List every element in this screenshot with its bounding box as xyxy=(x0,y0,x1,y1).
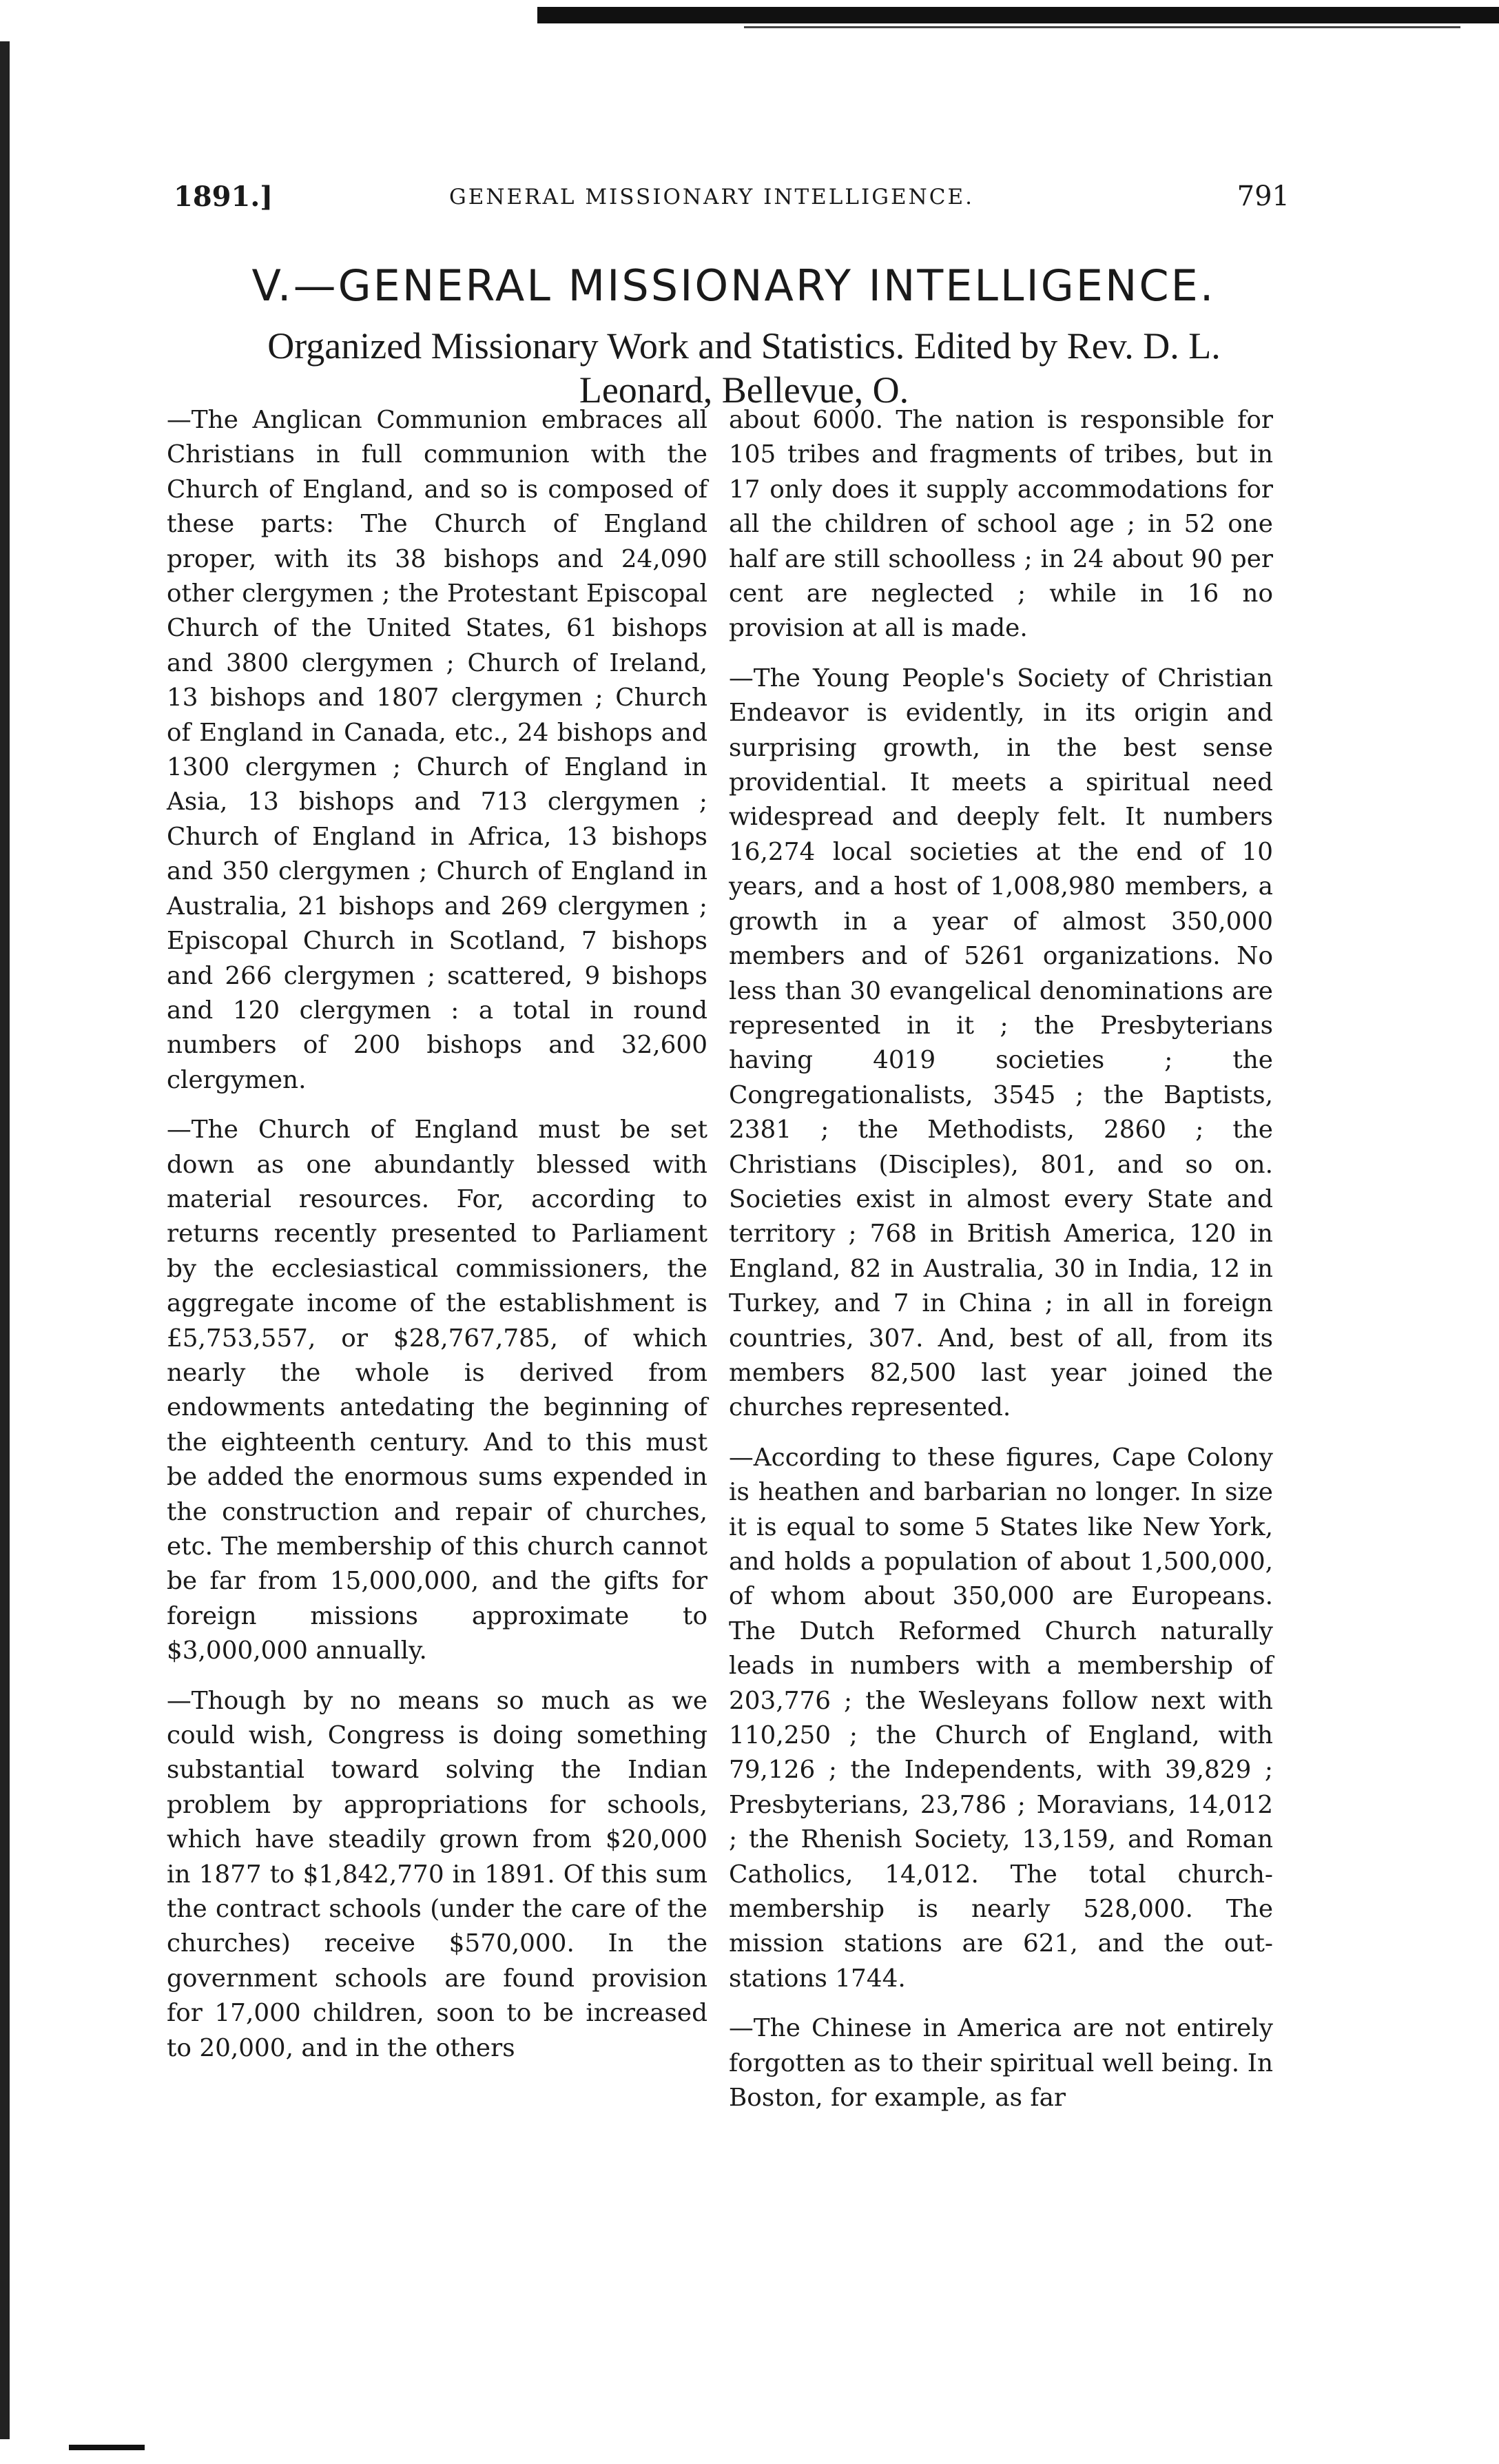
right-column xyxy=(729,403,1273,2131)
scan-edge-top xyxy=(537,7,1499,23)
scan-edge-left xyxy=(0,41,10,2439)
running-head xyxy=(174,181,1290,222)
paragraph-indian-schools-continued: about 6000. The nation is responsible for 105 tribes and fragments of tribes, but in 17 only does it supply accommodations for all the children of school age ; in 52 one half are still schoolless ; in 24 about 90 per cent are neglected ; while in 16 no provision at all is made. xyxy=(729,406,1273,643)
paragraph-christian-endeavor: —The Young People's Society of Christian Endeavor is evidently, in its origin and surprising growth, in the best sense providential. It meets a spiritual need widespread and deeply felt. It numbers 16,274 local societies at the end of 10 years, and a host of 1,008,980 members, a growth in a year of almost 350,000 members and of 5261 organizations. No less than 30 evangelical denominations are represented in it ; the Presbyterians having 4019 societies ; the Congregationalists, 3545 ; the Baptists, 2381 ; the Methodists, 2860 ; the Christians (Disciples), 801, and so on. Societies exist in almost every State and territory ; 768 in British America, 120 in England, 82 in Australia, 30 in India, 12 in Turkey, and 7 in China ; in all in foreign countries, 307. And, best of all, from its members 82,500 last year joined the churches represented. xyxy=(729,664,1273,1422)
article-subtitle: Organized Missionary Work and Statistics. Edited by Rev. D. L. Leonard, Bellevue, O. xyxy=(267,325,1221,411)
left-column xyxy=(167,403,707,2081)
article-title: V.—GENERAL MISSIONARY INTELLIGENCE. xyxy=(251,260,1216,311)
running-head-year: 1891.] xyxy=(174,181,273,213)
page-number: 791 xyxy=(1237,181,1290,212)
scan-edge-bottom xyxy=(69,2445,145,2450)
paragraph-anglican-communion: —The Anglican Communion embraces all Christians in full communion with the Church of England, and so is composed of these parts: The Church of England proper, with its 38 bishops and 24,090 other clergymen ; the Protestant Episcopal Church of the United States, 61 bishops and 3800 clergymen ; Church of Ireland, 13 bishops and 1807 clergymen ; Church of England in Canada, etc., 24 bishops and 1300 clergymen ; Church of England in Asia, 13 bishops and 713 clergymen ; Church of England in Africa, 13 bishops and 350 clergymen ; Church of England in Australia, 21 bishops and 269 clergymen ; Episcopal Church in Scotland, 7 bishops and 266 clergymen ; scattered, 9 bishops and 120 clergymen : a total in round numbers of 200 bishops and 32,600 clergymen. xyxy=(167,406,707,1094)
running-head-title: GENERAL MISSIONARY INTELLIGENCE. xyxy=(449,185,974,209)
paragraph-cape-colony: —According to these figures, Cape Colony is heathen and barbarian no longer. In size it is equal to some 5 States like New York, and holds a population of about 1,500,000, of whom about 350,000 are Europeans. The Dutch Reformed Church naturally leads in numbers with a membership of 203,776 ; the Wesleyans follow next with 110,250 ; the Church of England, with 79,126 ; the Independents, with 39,829 ; Presbyterians, 23,786 ; Moravians, 14,012 ; the Rhenish Society, 13,159, and Roman Catholics, 14,012. The total church-membership is nearly 528,000. The mission stations are 621, and the out-stations 1744. xyxy=(729,1443,1273,1993)
paragraph-chinese-in-america: —The Chinese in America are not entirely forgotten as to their spiritual well being. In Boston, for example, as far xyxy=(729,2014,1273,2113)
paragraph-indian-schools: —Though by no means so much as we could wish, Congress is doing something substantial toward solving the Indian problem by appropriations for schools, which have steadily grown from $20,000 in 1877 to $1,842,770 in 1891. Of this sum the contract schools (under the care of the churches) receive $570,000. In the government schools are found provision for 17,000 children, soon to be increased to 20,000, and in the others xyxy=(167,1686,707,2062)
scan-edge-top-thin xyxy=(744,26,1460,28)
paragraph-church-of-england-resources: —The Church of England must be set down as one abundantly blessed with material resources. For, according to returns recently presented to Parliament by the ecclesiastical commissioners, the aggregate income of the establishment is £5,753,557, or $28,767,785, of which nearly the whole is derived from endowments antedating the beginning of the eighteenth century. And to this must be added the enormous sums expended in the construction and repair of churches, etc. The membership of this church cannot be far from 15,000,000, and the gifts for foreign missions approximate to $3,000,000 annually. xyxy=(167,1116,707,1665)
